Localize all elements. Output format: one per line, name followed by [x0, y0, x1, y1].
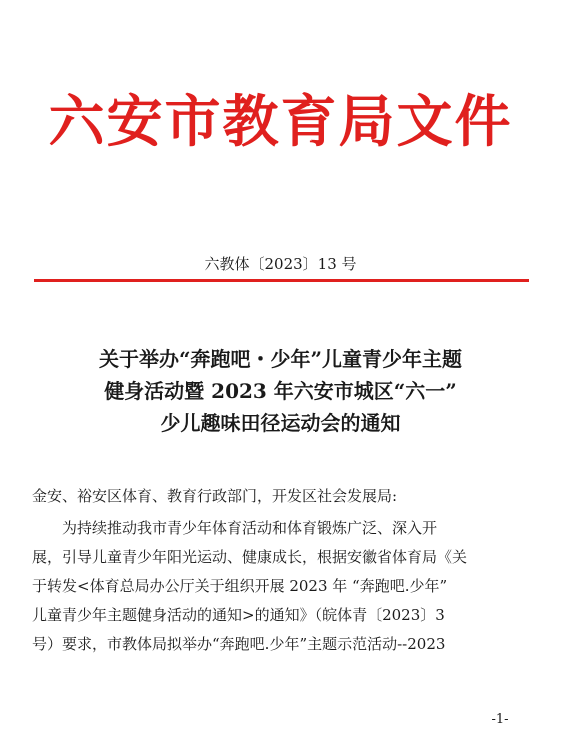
body-line: 为持续推动我市青少年体育活动和体育锻炼广泛、深入开	[62, 519, 438, 537]
body-paragraph	[32, 514, 532, 659]
recipient-line: 金安、裕安区体育、教育行政部门，开发区社会发展局:	[32, 487, 398, 505]
page-number: -1-	[491, 712, 509, 727]
body-line: 号）要求，市教体局拟举办“奔跑吧.少年”主题示范活动--2023	[32, 635, 446, 653]
document-title	[0, 343, 561, 439]
title-line: 少儿趣味田径运动会的通知	[160, 411, 401, 435]
body-line: 于转发<体育总局办公厅关于组织开展 2023 年 “奔跑吧.少年”	[32, 577, 448, 595]
body-line: 儿童青少年主题健身活动的通知>的通知》（皖体青〔2023〕3	[32, 606, 445, 624]
title-line: 关于举办“奔跑吧・少年”儿童青少年主题	[98, 347, 462, 371]
document-number: 六教体〔2023〕13 号	[204, 255, 357, 273]
issuer-masthead: 六安市教育局文件	[48, 90, 513, 155]
red-divider-rule	[34, 279, 529, 282]
title-line: 健身活动暨 2023 年六安市城区“六一”	[104, 379, 457, 403]
body-line: 展，引导儿童青少年阳光运动、健康成长，根据安徽省体育局《关	[32, 548, 468, 566]
